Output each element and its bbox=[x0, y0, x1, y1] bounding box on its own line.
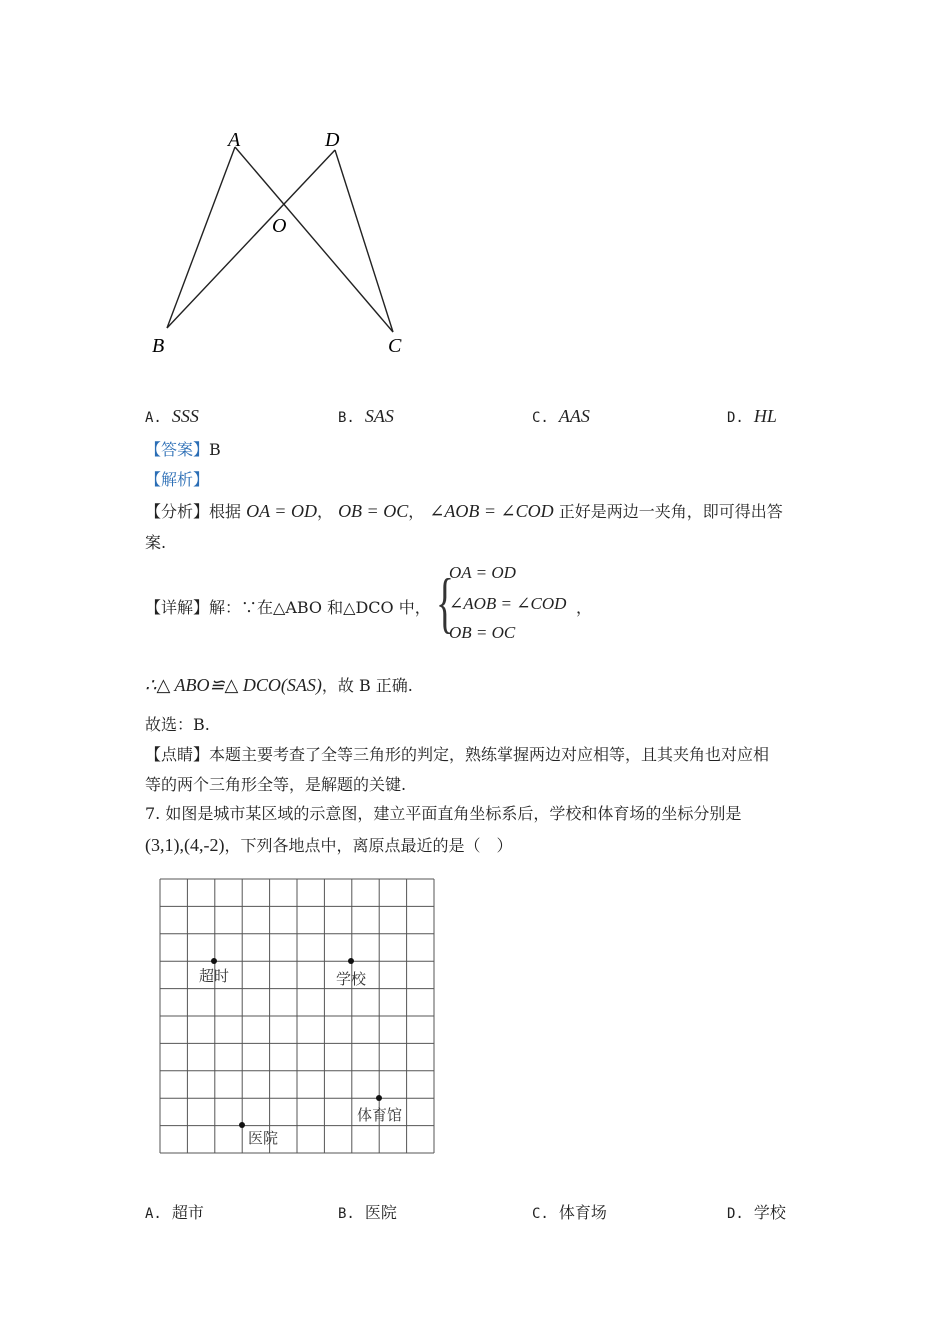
q6-option-a[interactable] bbox=[145, 405, 199, 429]
option-letter: C. bbox=[532, 1206, 549, 1222]
city-grid-map bbox=[158, 877, 438, 1155]
option-letter: D. bbox=[727, 1206, 744, 1222]
fenxi-line-2: 案. bbox=[145, 533, 167, 552]
q6-option-c[interactable] bbox=[532, 405, 590, 429]
q7-option-a[interactable] bbox=[145, 1202, 204, 1225]
comment-line-1 bbox=[145, 744, 769, 766]
fenxi-tag: 【分析】 bbox=[145, 502, 210, 521]
q6-option-d[interactable] bbox=[727, 405, 777, 429]
q7-option-b[interactable] bbox=[338, 1202, 397, 1225]
fenxi-eq2: OB = OC bbox=[338, 501, 409, 521]
system-eq-2: ∠AOB = ∠COD bbox=[449, 594, 567, 613]
option-letter: A. bbox=[145, 410, 162, 426]
answer-tag: 【答案】 bbox=[145, 440, 210, 459]
system-eq-1: OA = OD bbox=[449, 563, 516, 582]
system-eq-3: OB = OC bbox=[449, 623, 516, 642]
triangle-figure bbox=[140, 120, 430, 370]
detail-text: 解：∵在△ABO 和△DCO 中， bbox=[209, 598, 431, 617]
q7-stem-line-1: 7. 如图是城市某区域的示意图，建立平面直角坐标系后，学校和体育场的坐标分别是 bbox=[145, 804, 742, 823]
option-text: 超市 bbox=[171, 1203, 204, 1222]
comment-text: 本题主要考查了全等三角形的判定，熟练掌握两边对应相等，且其夹角也对应相 bbox=[209, 745, 770, 764]
segment-dc bbox=[335, 150, 393, 332]
option-text: 学校 bbox=[753, 1203, 786, 1222]
place-label-hospital: 医院 bbox=[248, 1131, 279, 1147]
label-d: D bbox=[325, 129, 340, 151]
q7-stem-tail: ，下列各地点中，离原点最近的是（ ） bbox=[224, 836, 513, 855]
option-text: 体育场 bbox=[558, 1203, 607, 1222]
fenxi-text-2: 正好是两边一夹角，即可得出答 bbox=[558, 502, 783, 521]
conclusion-text: ，故 B 正确. bbox=[321, 676, 413, 695]
conclusion-line bbox=[145, 674, 413, 697]
choose-line: 故选：B. bbox=[145, 715, 210, 734]
fenxi-eq3: ∠AOB = ∠COD bbox=[429, 501, 554, 521]
analysis-tag: 【解析】 bbox=[145, 470, 210, 489]
place-label-supermarket: 超时 bbox=[199, 969, 230, 985]
q7-option-c[interactable] bbox=[532, 1202, 607, 1225]
q7-stem-line-2 bbox=[145, 834, 513, 857]
answer-line bbox=[145, 439, 221, 461]
option-letter: A. bbox=[145, 1206, 162, 1222]
label-c: C bbox=[388, 335, 402, 357]
fenxi-text: 根据 bbox=[209, 502, 242, 521]
option-text: SAS bbox=[364, 406, 394, 426]
option-letter: B. bbox=[338, 410, 355, 426]
segment-ab bbox=[167, 147, 235, 328]
fenxi-line-1 bbox=[145, 500, 783, 523]
comment-tag: 【点睛】 bbox=[145, 745, 210, 764]
option-text: 医院 bbox=[364, 1203, 397, 1222]
label-b: B bbox=[152, 335, 165, 357]
option-text: AAS bbox=[558, 406, 590, 426]
segment-db bbox=[167, 150, 335, 328]
detail-tag: 【详解】 bbox=[145, 598, 210, 617]
label-a: A bbox=[228, 129, 241, 151]
place-label-school: 学校 bbox=[336, 972, 367, 988]
option-letter: C. bbox=[532, 410, 549, 426]
sep: ， bbox=[408, 502, 425, 521]
answer-value: B bbox=[209, 440, 221, 459]
system-brace: { bbox=[436, 564, 454, 640]
sep: ， bbox=[316, 502, 333, 521]
q7-coords: (3,1),(4,-2) bbox=[145, 835, 225, 855]
point-hospital bbox=[239, 1122, 245, 1128]
conclusion-math: ∴△ ABO≌△ DCO(SAS) bbox=[145, 675, 322, 695]
label-o: O bbox=[272, 215, 287, 237]
segment-ac bbox=[235, 147, 393, 332]
option-letter: D. bbox=[727, 410, 744, 426]
detail-line bbox=[145, 597, 431, 619]
point-supermarket bbox=[211, 958, 217, 964]
fenxi-eq1: OA = OD bbox=[246, 501, 317, 521]
point-gym bbox=[376, 1095, 382, 1101]
option-text: SSS bbox=[171, 406, 199, 426]
place-label-gym: 体育馆 bbox=[357, 1108, 403, 1124]
option-text: HL bbox=[753, 406, 777, 426]
q7-option-d[interactable] bbox=[727, 1202, 786, 1225]
q6-option-b[interactable] bbox=[338, 405, 394, 429]
comment-line-2: 等的两个三角形全等，是解题的关键. bbox=[145, 775, 407, 794]
point-school bbox=[348, 958, 354, 964]
system-tail: ， bbox=[576, 598, 593, 617]
option-letter: B. bbox=[338, 1206, 355, 1222]
